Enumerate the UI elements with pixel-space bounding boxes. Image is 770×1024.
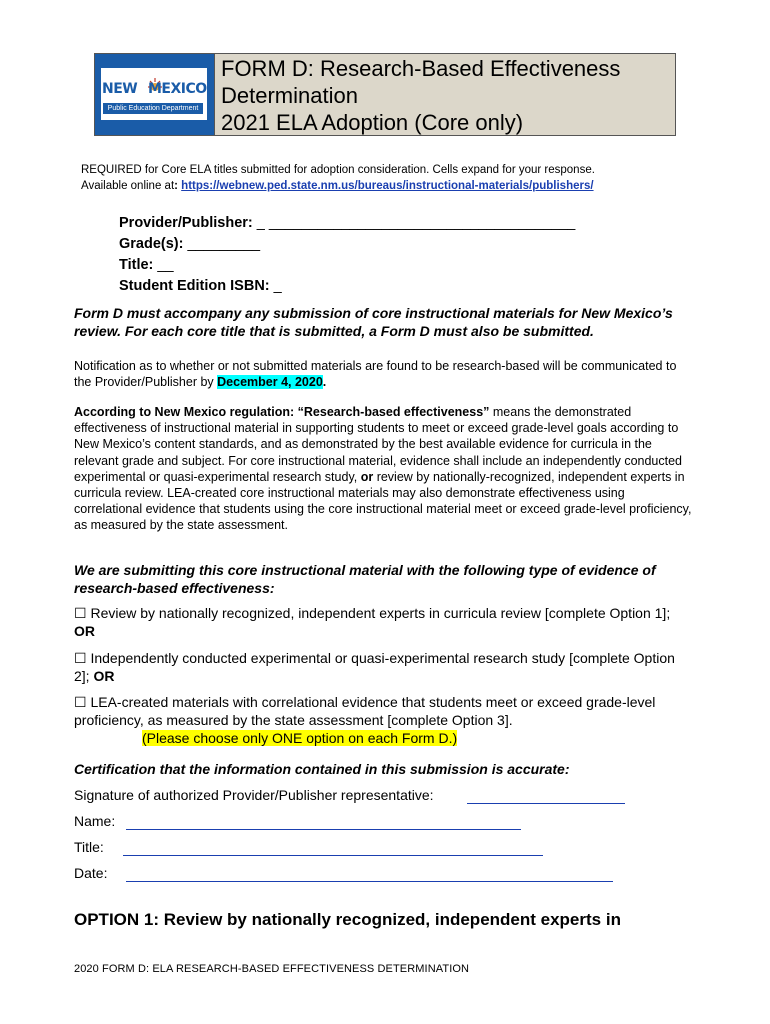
evidence-heading: We are submitting this core instructional material with the following type of evidence of research-based effectiveness: — [74, 562, 656, 596]
title-field[interactable]: Title: __ — [119, 257, 174, 273]
one-option-note: (Please choose only ONE option on each Form D.) — [142, 730, 458, 746]
submission-requirement: Form D must accompany any submission of core instructional materials for New Mexico’s review. For each core title that is submitted, a Form D must also be submitted. — [74, 305, 673, 339]
date-line[interactable] — [126, 881, 613, 882]
form-title-line-2: Determination — [221, 83, 358, 108]
date-label: Date: — [74, 865, 108, 881]
submission-fields — [119, 213, 575, 297]
isbn-field[interactable]: Student Edition ISBN: _ — [119, 278, 282, 294]
option-1-heading: OPTION 1: Review by nationally recognized, independent experts in — [74, 910, 621, 929]
publishers-link[interactable]: https://webnew.ped.state.nm.us/bureaus/instructional-materials/publishers/ — [181, 180, 594, 192]
form-title-line-1: FORM D: Research-Based Effectiveness — [221, 56, 621, 81]
logo-word-mexico: MEXICO — [148, 81, 207, 97]
signature-label: Signature of authorized Provider/Publisher representative: — [74, 787, 434, 803]
evidence-option-2[interactable]: ☐ Independently conducted experimental or quasi-experimental research study [complete Option 2]; OR — [74, 650, 675, 684]
regulation-definition: According to New Mexico regulation: “Research-based effectiveness” means the demonstrated effectiveness of instructional material in supporting students to meet or exceed grade-level goals according to New Mexico’s content standards, and as demonstrated by the best available evidence for curricula in the relevant grade and subject. For core instructional material, evidence shall include an independently conducted experimental or quasi-experimental research study, or review by nationally-recognized, independent experts in curricula review. LEA-created core instructional materials may also demonstrate effectiveness using correlational evidence that students using the core instructional material meet or exceed grade-level proficiency, as measured by the state assessment. — [74, 405, 692, 533]
name-label: Name: — [74, 813, 116, 829]
title-label: Title: — [74, 839, 104, 855]
availability-notice: Available online at: https://webnew.ped.state.nm.us/bureaus/instructional-materials/publishers/ — [81, 180, 594, 192]
notification-date: December 4, 2020 — [217, 375, 323, 390]
logo-word-new: NEW — [102, 81, 138, 97]
notification-text: Notification as to whether or not submitted materials are found to be research-based will be communicated to the Provider/Publisher by December 4, 2020. — [74, 359, 677, 390]
form-header — [94, 53, 676, 136]
certification-heading: Certification that the information contained in this submission is accurate: — [74, 761, 570, 777]
nmped-logo — [95, 54, 215, 135]
grades-field[interactable]: Grade(s): _________ — [119, 236, 261, 252]
evidence-option-3[interactable]: ☐ LEA-created materials with correlational evidence that students meet or exceed grade-level proficiency, as measured by the state assessment [complete Option 3]. — [74, 694, 656, 728]
checkbox-icon[interactable]: ☐ — [74, 605, 87, 621]
evidence-option-1[interactable]: ☐ Review by nationally recognized, independent experts in curricula review [complete Option 1]; OR — [74, 605, 671, 639]
checkbox-icon[interactable]: ☐ — [74, 694, 87, 710]
provider-field[interactable]: Provider/Publisher: _ ______________________________________ — [119, 215, 576, 231]
required-notice: REQUIRED for Core ELA titles submitted for adoption consideration. Cells expand for your response. — [81, 164, 595, 176]
logo-subtitle: Public Education Department — [103, 103, 203, 114]
name-line[interactable] — [126, 829, 521, 830]
form-title — [215, 54, 675, 135]
checkbox-icon[interactable]: ☐ — [74, 650, 87, 666]
title-line[interactable] — [123, 855, 543, 856]
signature-line[interactable] — [467, 803, 625, 804]
form-title-line-3: 2021 ELA Adoption (Core only) — [221, 110, 524, 135]
page-footer: 2020 FORM D: ELA RESEARCH-BASED EFFECTIVENESS DETERMINATION — [74, 963, 470, 975]
